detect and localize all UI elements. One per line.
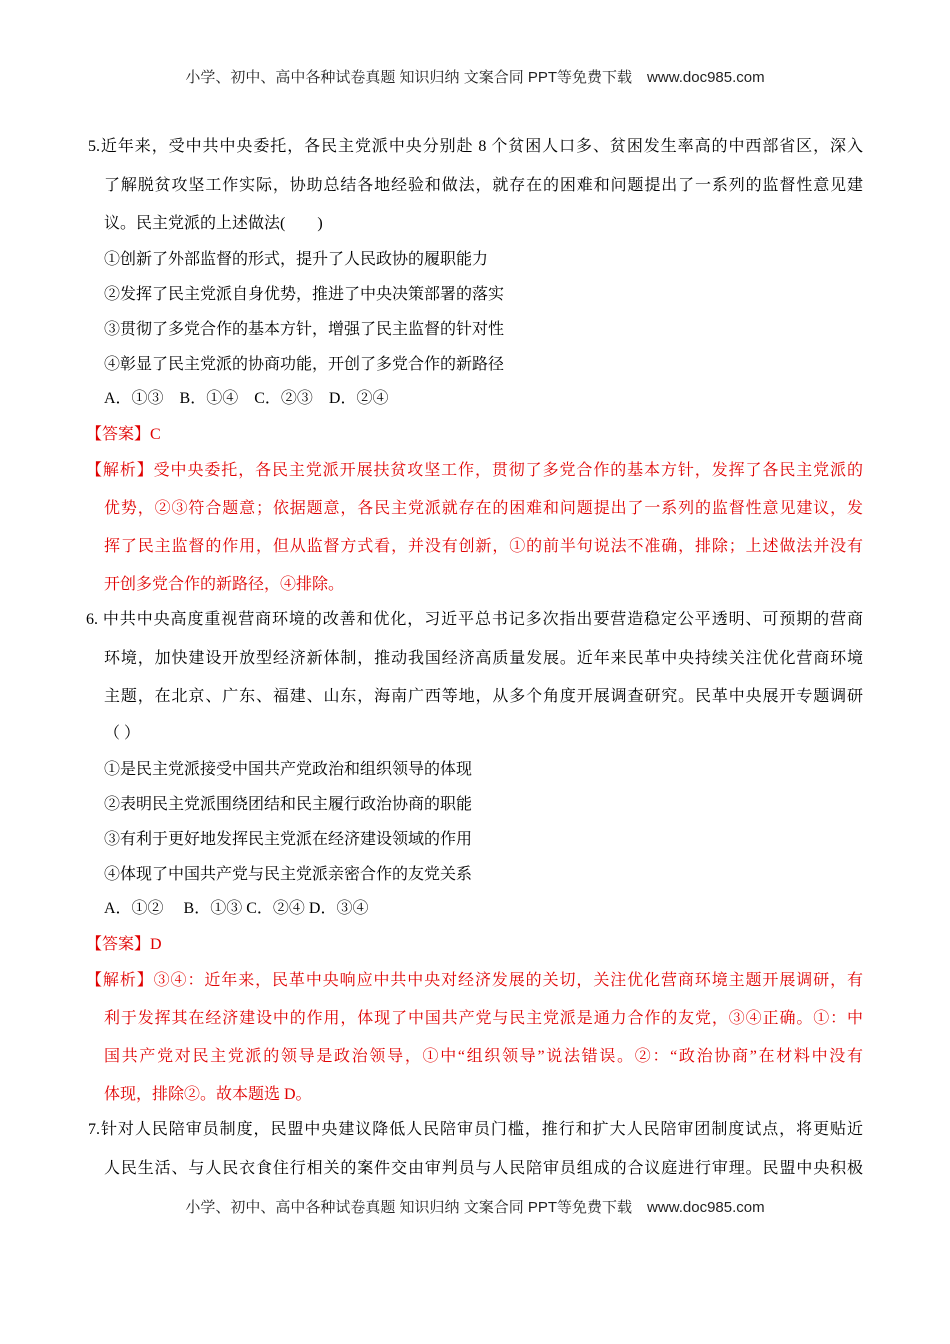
q6-option: ②表明民主党派围绕团结和民主履行政治协商的职能 [104, 796, 473, 813]
q6-stem-line: 环境，加快建设开放型经济新体制，推动我国经济高质量发展。近年来民革中央持续关注优化营商环境 [104, 650, 863, 667]
q5-analysis-line: 优势，②③符合题意；依据题意，各民主党派就存在的困难和问题提出了一系列的监督性意见建议，发 [104, 500, 863, 517]
page-header: 小学、初中、高中各种试卷真题 知识归纳 文案合同 PPT等免费下载 www.doc985.com [185, 69, 765, 86]
q5-option: ④彰显了民主党派的协商功能，开创了多党合作的新路径 [104, 356, 505, 373]
q5-option: ①创新了外部监督的形式，提升了人民政协的履职能力 [104, 251, 489, 268]
q6-option: ④体现了中国共产党与民主党派亲密合作的友党关系 [104, 866, 473, 883]
q5-option: ②发挥了民主党派自身优势，推进了中央决策部署的落实 [104, 286, 505, 303]
q6-stem-line: 主题，在北京、广东、福建、山东，海南广西等地，从多个角度开展调查研究。民革中央展开专题调研 [104, 688, 863, 705]
q7-stem-line: 7.针对人民陪审员制度，民盟中央建议降低人民陪审员门槛，推行和扩大人民陪审团制度试点，将更贴近 [88, 1121, 863, 1138]
q5-answer: 【答案】C [86, 426, 161, 443]
q5-analysis-line: 挥了民主监督的作用，但从监督方式看，并没有创新，①的前半句说法不准确，排除；上述做法并没有 [104, 538, 863, 555]
q6-analysis-line: 体现，排除②。故本题选 D。 [104, 1086, 312, 1103]
q5-option: ③贯彻了多党合作的基本方针，增强了民主监督的针对性 [104, 321, 505, 338]
q6-stem-line: 6. 中共中央高度重视营商环境的改善和优化，习近平总书记多次指出要营造稳定公平透明、可预期的营商 [86, 611, 863, 628]
q5-analysis-line: 【解析】受中央委托，各民主党派开展扶贫攻坚工作，贯彻了多党合作的基本方针，发挥了各民主党派的 [86, 462, 863, 479]
q6-option: ①是民主党派接受中国共产党政治和组织领导的体现 [104, 761, 473, 778]
q6-analysis-line: 利于发挥其在经济建设中的作用，体现了中国共产党与民主党派是通力合作的友党，③④正确。①：中 [104, 1010, 863, 1027]
q5-stem-line: 5.近年来，受中共中央委托，各民主党派中央分别赴 8 个贫困人口多、贫困发生率高的中西部省区，深入 [88, 138, 863, 155]
page-footer: 小学、初中、高中各种试卷真题 知识归纳 文案合同 PPT等免费下载 www.doc985.com [185, 1199, 765, 1216]
q5-stem-line: 了解脱贫攻坚工作实际，协助总结各地经验和做法，就存在的困难和问题提出了一系列的监督性意见建 [104, 177, 863, 194]
q6-option: ③有利于更好地发挥民主党派在经济建设领域的作用 [104, 831, 473, 848]
q5-stem-line: 议。民主党派的上述做法( ) [104, 215, 323, 232]
q7-stem-line: 人民生活、与人民衣食住行相关的案件交由审判员与人民陪审员组成的合议庭进行审理。民盟中央积极 [104, 1160, 863, 1177]
q6-analysis-line: 国共产党对民主党派的领导是政治领导，①中“组织领导”说法错误。②：“政治协商”在材料中没有 [104, 1048, 863, 1065]
q5-choices: A．①③ B．①④ C．②③ D．②④ [104, 390, 389, 407]
q6-answer: 【答案】D [86, 936, 162, 953]
q6-stem-line: （ ） [104, 725, 141, 742]
q5-analysis-line: 开创多党合作的新路径，④排除。 [104, 576, 345, 593]
q6-analysis-line: 【解析】③④：近年来，民革中央响应中共中央对经济发展的关切，关注优化营商环境主题开展调研，有 [86, 972, 863, 989]
q6-choices: A．①② B．①③ C．②④ D．③④ [104, 900, 369, 917]
